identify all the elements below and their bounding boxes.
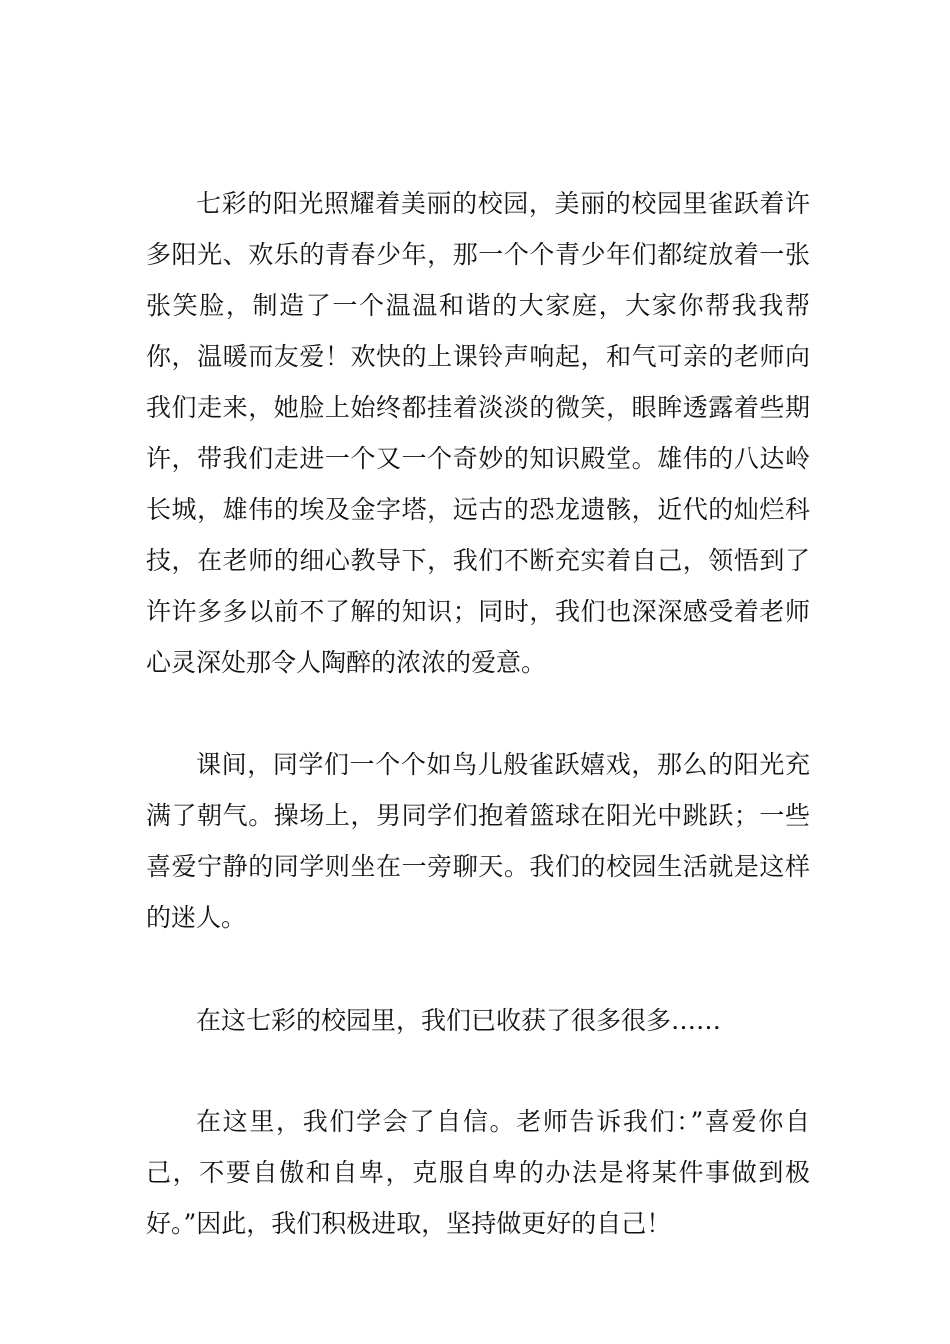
paragraph-1: 七彩的阳光照耀着美丽的校园，美丽的校园里雀跃着许多阳光、欢乐的青春少年，那一个个青少年们都绽放着一张张笑脸，制造了一个温温和谐的大家庭，大家你帮我我帮你，温暖而友爱！欢快的上课铃声响起，和气可亲的老师向我们走来，她脸上始终都挂着淡淡的微笑，眼眸透露着些期许，带我们走进一个又一个奇妙的知识殿堂。雄伟的八达岭长城，雄伟的埃及金字塔，远古的恐龙遗骸，近代的灿烂科技，在老师的细心教导下，我们不断充实着自己，领悟到了许许多多以前不了解的知识；同时，我们也深深感受着老师心灵深处那令人陶醉的浓浓的爱意。 [146,189,810,677]
paragraph-4: 在这里，我们学会了自信。老师告诉我们：”喜爱你自己，不要自傲和自卑，克服自卑的办法是将某件事做到极好。”因此，我们积极进取，坚持做更好的自己！ [146,1107,810,1238]
paragraph-2: 课间，同学们一个个如鸟儿般雀跃嬉戏，那么的阳光充满了朝气。操场上，男同学们抱着篮球在阳光中跳跃；一些喜爱宁静的同学则坐在一旁聊天。我们的校园生活就是这样的迷人。 [146,750,810,932]
document-body [146,178,810,1249]
paragraph-3: 在这七彩的校园里，我们已收获了很多很多…… [196,1006,722,1035]
